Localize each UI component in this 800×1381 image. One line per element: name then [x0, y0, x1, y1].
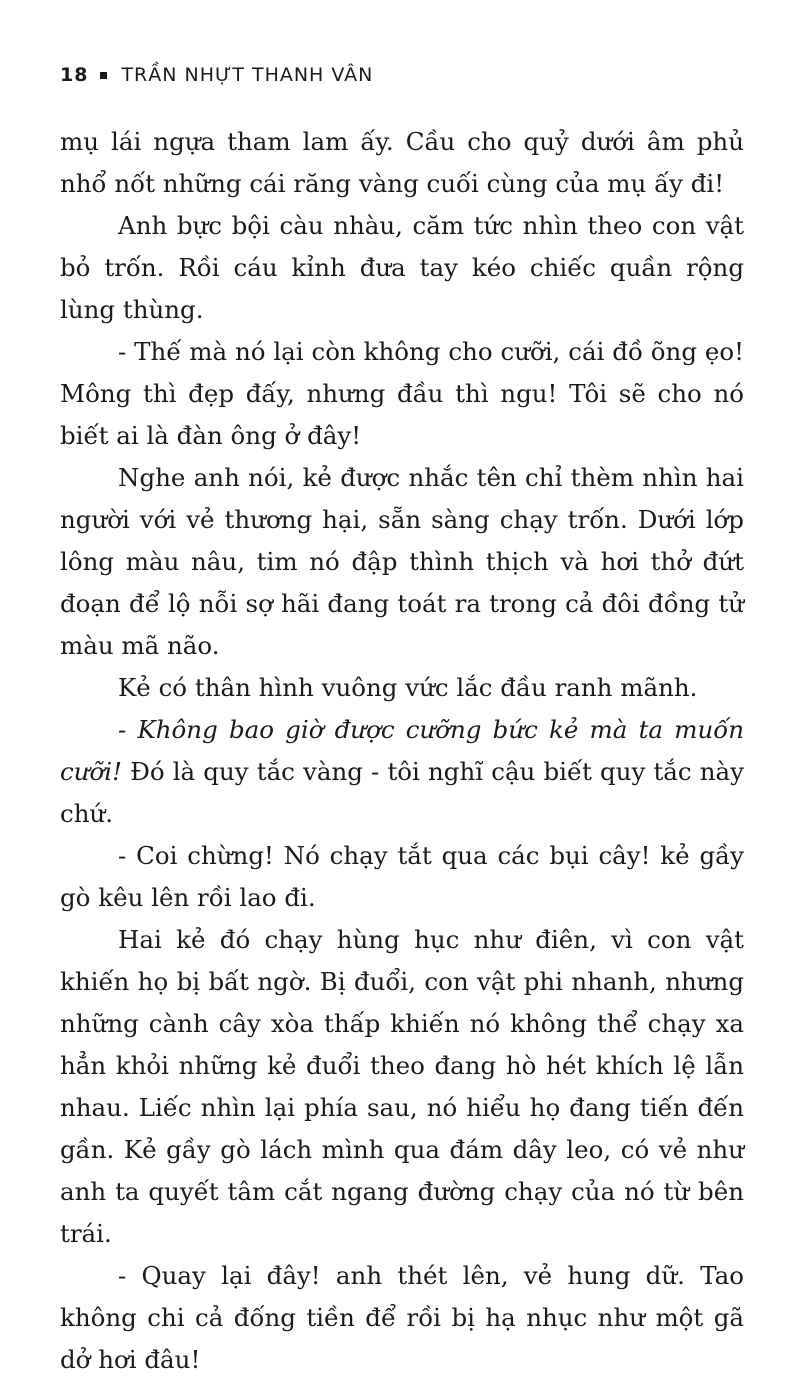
body-text [60, 121, 744, 1381]
paragraph-with-italic [60, 709, 744, 835]
paragraph: Kẻ có thân hình vuông vức lắc đầu ranh mãnh. [118, 673, 698, 702]
paragraph: Hai kẻ đó chạy hùng hục như điên, vì con vật khiến họ bị bất ngờ. Bị đuổi, con vật phi nhanh, nhưng những cành cây xòa thấp khiến nó không thể chạy xa hẳn khỏi những kẻ đuổi theo đang hò hét khích lệ lẫn nhau. Liếc nhìn lại phía sau, nó hiểu họ đang tiến đến gần. Kẻ gầy gò lách mình qua đám dây leo, có vẻ như anh ta quyết tâm cắt ngang đường chạy của nó từ bên trái. [60, 925, 744, 1248]
square-bullet-icon [100, 72, 107, 79]
italic-quote: - Không bao giờ được cưỡng bức kẻ mà ta muốn cưỡi! [60, 715, 744, 786]
paragraph: - Quay lại đây! anh thét lên, vẻ hung dữ. Tao không chi cả đống tiền để rồi bị hạ nhục như một gã dở hơi đâu! [60, 1261, 744, 1374]
running-header [60, 60, 373, 90]
author-name: TRẦN NHỰT THANH VÂN [121, 64, 374, 86]
paragraph: - Thế mà nó lại còn không cho cưỡi, cái đồ õng ẹo! Mông thì đẹp đấy, nhưng đầu thì ngu! Tôi sẽ cho nó biết ai là đàn ông ở đây! [60, 337, 744, 450]
paragraph: - Coi chừng! Nó chạy tắt qua các bụi cây! kẻ gầy gò kêu lên rồi lao đi. [60, 841, 744, 912]
page-number: 18 [60, 64, 89, 86]
paragraph: Nghe anh nói, kẻ được nhắc tên chỉ thèm nhìn hai người với vẻ thương hại, sẵn sàng chạy trốn. Dưới lớp lông màu nâu, tim nó đập thình thịch và hơi thở đứt đoạn để lộ nỗi sợ hãi đang toát ra trong cả đôi đồng tử màu mã não. [60, 463, 744, 660]
paragraph: mụ lái ngựa tham lam ấy. Cầu cho quỷ dưới âm phủ nhổ nốt những cái răng vàng cuối cùng của mụ ấy đi! [60, 127, 744, 198]
quote-continuation: Đó là quy tắc vàng - tôi nghĩ cậu biết quy tắc này chứ. [60, 757, 744, 828]
paragraph: Anh bực bội càu nhàu, căm tức nhìn theo con vật bỏ trốn. Rồi cáu kỉnh đưa tay kéo chiếc quần rộng lùng thùng. [60, 211, 744, 324]
